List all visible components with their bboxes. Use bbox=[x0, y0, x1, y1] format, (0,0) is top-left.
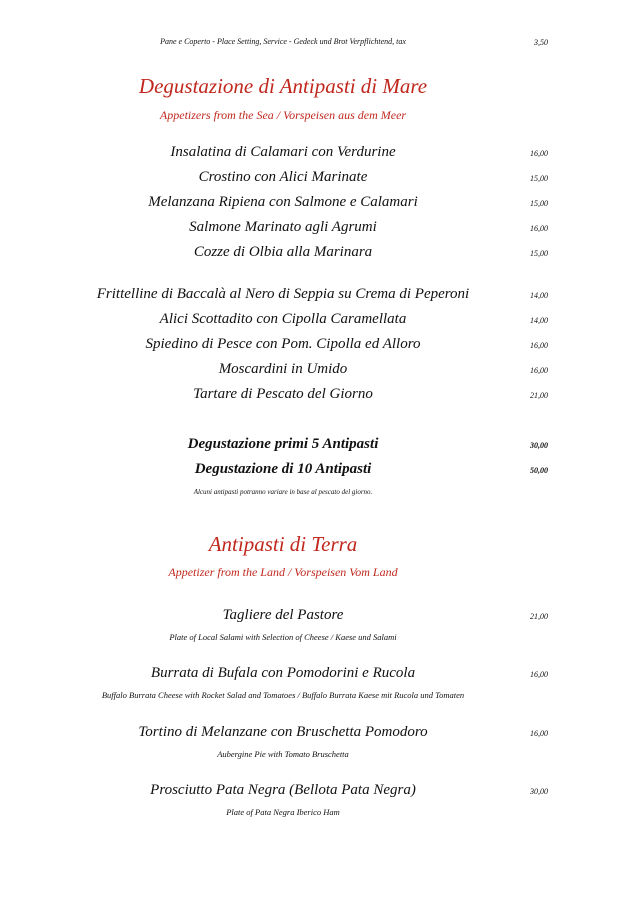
menu-item-price: 21,00 bbox=[530, 391, 548, 400]
menu-item-description: Plate of Pata Negra Iberico Ham bbox=[226, 807, 340, 817]
menu-item-description: Buffalo Burrata Cheese with Rocket Salad and Tomatoes / Buffalo Burrata Kaese mit Rucola und Tomaten bbox=[101, 690, 465, 700]
land-section-subtitle: Appetizer from the Land / Vorspeisen Vom Land bbox=[168, 565, 398, 579]
menu-item-name: Cozze di Olbia alla Marinara bbox=[193, 244, 373, 260]
tasting-menu-name: Degustazione di 10 Antipasti bbox=[194, 461, 372, 477]
menu-item-name: Tortino di Melanzane con Bruschetta Pomodoro bbox=[138, 724, 428, 740]
menu-item-price: 16,00 bbox=[530, 341, 548, 350]
menu-item-name: Salmone Marinato agli Agrumi bbox=[189, 219, 377, 235]
menu-item-price: 21,00 bbox=[530, 612, 548, 621]
menu-item-price: 14,00 bbox=[530, 316, 548, 325]
menu-item-price: 16,00 bbox=[530, 149, 548, 158]
menu-item-price: 15,00 bbox=[530, 199, 548, 208]
seasonal-note: Alcuni antipasti potranno variare in base al pescato del giorno. bbox=[193, 488, 373, 496]
land-section-title: Antipasti di Terra bbox=[208, 532, 358, 556]
menu-item-price: 16,00 bbox=[530, 366, 548, 375]
menu-item-price: 30,00 bbox=[530, 787, 548, 796]
menu-item-description: Plate of Local Salami with Selection of Cheese / Kaese und Salami bbox=[169, 632, 397, 642]
menu-item-price: 15,00 bbox=[530, 249, 548, 258]
menu-item-name: Burrata di Bufala con Pomodorini e Rucola bbox=[150, 665, 416, 681]
menu-item-price: 15,00 bbox=[530, 174, 548, 183]
menu-item-name: Melanzana Ripiena con Salmone e Calamari bbox=[148, 194, 418, 210]
menu-item-name: Alici Scottadito con Cipolla Caramellata bbox=[159, 311, 407, 327]
menu-item-name: Prosciutto Pata Negra (Bellota Pata Negra) bbox=[150, 782, 416, 798]
menu-item-price: 14,00 bbox=[530, 291, 548, 300]
cover-charge-text: Pane e Coperto - Place Setting, Service - Gedeck und Brot Verpflichtend, tax bbox=[160, 37, 406, 46]
sea-section-subtitle: Appetizers from the Sea / Vorspeisen aus dem Meer bbox=[159, 108, 407, 122]
menu-item-name: Moscardini in Umido bbox=[218, 361, 348, 377]
tasting-menu-price: 50,00 bbox=[530, 466, 548, 475]
menu-item-name: Tartare di Pescato del Giorno bbox=[193, 386, 373, 402]
menu-item-name: Crostino con Alici Marinate bbox=[198, 169, 368, 185]
menu-item-name: Tagliere del Pastore bbox=[222, 607, 344, 623]
cover-charge-price: 3,50 bbox=[534, 38, 548, 47]
tasting-menu-price: 30,00 bbox=[530, 441, 548, 450]
menu-item-name: Insalatina di Calamari con Verdurine bbox=[170, 144, 396, 160]
tasting-menu-name: Degustazione primi 5 Antipasti bbox=[187, 436, 379, 452]
menu-item-price: 16,00 bbox=[530, 670, 548, 679]
menu-item-description: Aubergine Pie with Tomato Bruschetta bbox=[217, 749, 349, 759]
menu-item-name: Spiedino di Pesce con Pom. Cipolla ed Alloro bbox=[145, 336, 421, 352]
sea-section-title: Degustazione di Antipasti di Mare bbox=[138, 74, 428, 98]
menu-item-price: 16,00 bbox=[530, 729, 548, 738]
menu-item-name: Frittelline di Baccalà al Nero di Seppia su Crema di Peperoni bbox=[96, 286, 470, 302]
menu-item-price: 16,00 bbox=[530, 224, 548, 233]
